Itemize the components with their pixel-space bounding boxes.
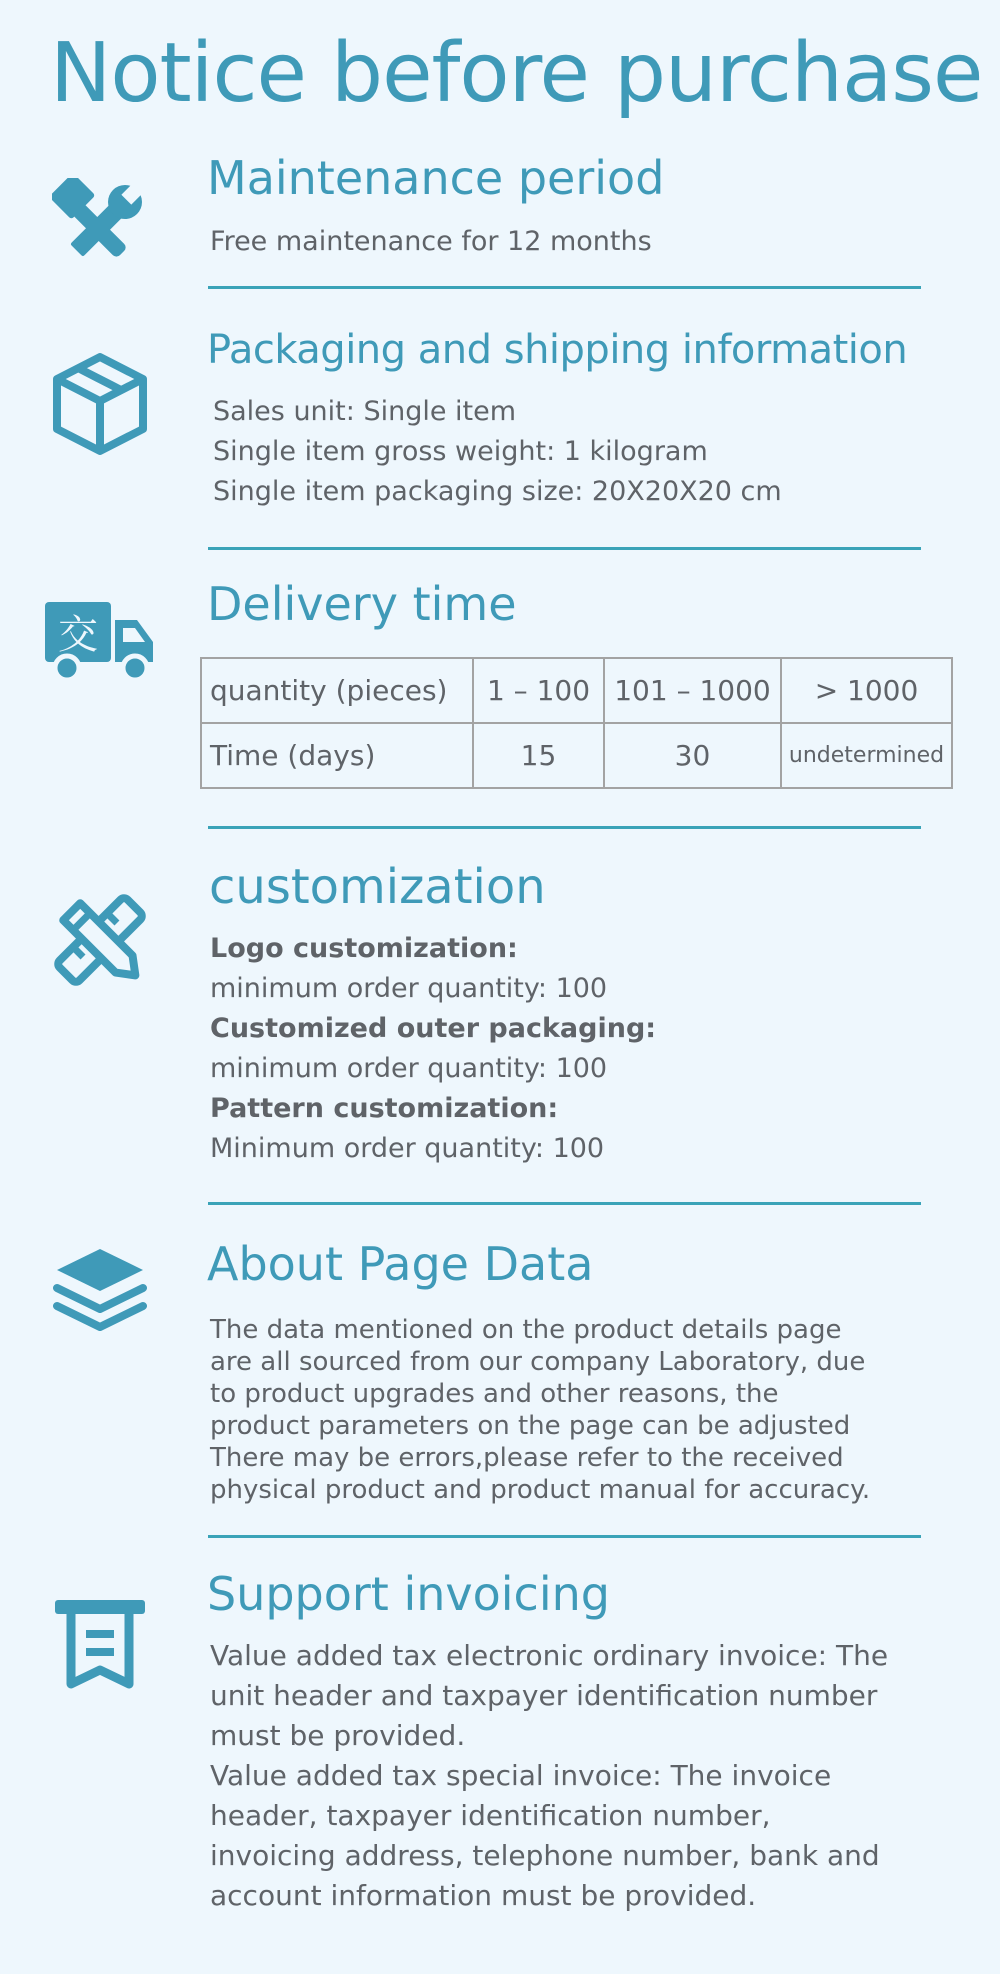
pencil-ruler-icon xyxy=(50,890,150,990)
about-data-line: are all sourced from our company Laboratory, due xyxy=(210,1347,866,1377)
logo-customization-label: Logo customization: xyxy=(210,933,518,964)
section-divider xyxy=(208,547,921,550)
delivery-truck-icon xyxy=(45,598,155,682)
invoicing-line: Value added tax special invoice: The invoice xyxy=(210,1759,832,1792)
about-data-text xyxy=(210,1314,870,1506)
invoicing-heading: Support invoicing xyxy=(207,1567,610,1621)
section-divider xyxy=(208,1535,921,1538)
pattern-customization-value: Minimum order quantity: 100 xyxy=(210,1133,605,1164)
invoicing-text xyxy=(210,1636,888,1916)
packaging-customization-label: Customized outer packaging: xyxy=(210,1013,657,1044)
maintenance-heading: Maintenance period xyxy=(207,151,665,205)
invoicing-line: Value added tax electronic ordinary invoice: The xyxy=(210,1639,889,1672)
page-title: Notice before purchase xyxy=(50,26,983,121)
about-data-line: There may be errors,please refer to the received xyxy=(210,1443,844,1473)
tools-icon xyxy=(52,178,148,268)
invoicing-line: must be provided. xyxy=(210,1719,466,1752)
gross-weight: Single item gross weight: 1 kilogram xyxy=(213,436,708,467)
about-data-line: physical product and product manual for accuracy. xyxy=(210,1475,871,1505)
table-cell: 30 xyxy=(604,723,781,788)
section-divider xyxy=(208,1202,921,1205)
sales-unit: Sales unit: Single item xyxy=(213,396,517,427)
section-divider xyxy=(208,826,921,829)
packaging-customization-value: minimum order quantity: 100 xyxy=(210,1053,608,1084)
packaging-size: Single item packaging size: 20X20X20 cm xyxy=(213,476,782,507)
invoicing-line: account information must be provided. xyxy=(210,1879,757,1912)
maintenance-text: Free maintenance for 12 months xyxy=(210,226,652,257)
table-header-cell: > 1000 xyxy=(781,658,952,723)
logo-customization-value: minimum order quantity: 100 xyxy=(210,973,608,1004)
layers-icon xyxy=(53,1246,147,1338)
about-data-line: to product upgrades and other reasons, the xyxy=(210,1379,779,1409)
customization-heading: customization xyxy=(209,859,546,915)
table-row xyxy=(201,658,952,723)
delivery-icon-glyph: 交 xyxy=(58,612,98,658)
table-cell: Time (days) xyxy=(201,723,473,788)
box-icon xyxy=(52,352,148,456)
table-cell: undetermined xyxy=(781,723,952,788)
table-header-cell: 1 – 100 xyxy=(473,658,604,723)
invoicing-line: invoicing address, telephone number, bank and xyxy=(210,1839,880,1872)
packaging-heading: Packaging and shipping information xyxy=(207,327,908,373)
pattern-customization-label: Pattern customization: xyxy=(210,1093,559,1124)
table-cell: 15 xyxy=(473,723,604,788)
about-data-heading: About Page Data xyxy=(207,1237,594,1291)
table-header-cell: 101 – 1000 xyxy=(604,658,781,723)
invoicing-line: unit header and taxpayer identification number xyxy=(210,1679,878,1712)
packaging-details xyxy=(213,392,782,512)
table-header-cell: quantity (pieces) xyxy=(201,658,473,723)
invoice-icon xyxy=(55,1598,145,1690)
table-row xyxy=(201,723,952,788)
customization-details xyxy=(210,929,656,1169)
about-data-line: The data mentioned on the product details page xyxy=(210,1315,842,1345)
delivery-heading: Delivery time xyxy=(207,577,517,631)
invoicing-line: header, taxpayer identification number, xyxy=(210,1799,771,1832)
delivery-time-table xyxy=(200,657,953,789)
section-divider xyxy=(208,286,921,289)
about-data-line: product parameters on the page can be adjusted xyxy=(210,1411,851,1441)
